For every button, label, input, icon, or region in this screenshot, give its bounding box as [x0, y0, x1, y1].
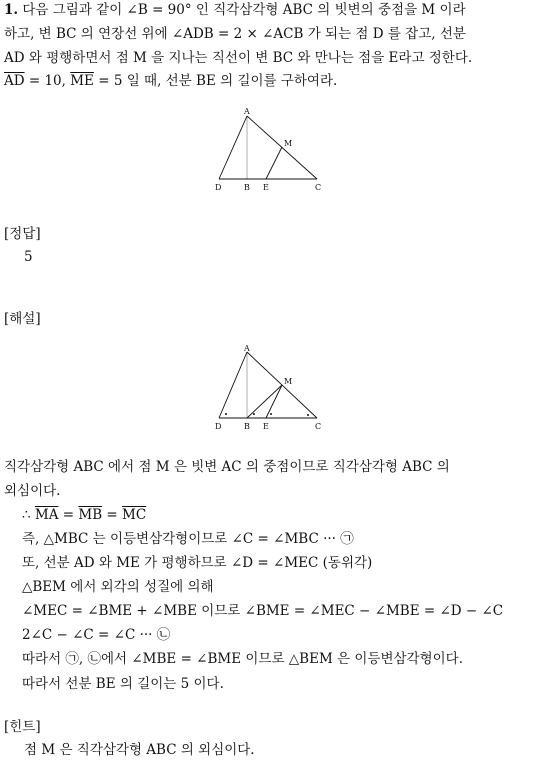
- side-ad: [219, 352, 247, 418]
- label-m: M: [284, 139, 293, 148]
- segment-me-line: [266, 385, 282, 418]
- problem-line-1: [4, 0, 466, 20]
- angle-mark-b: [253, 413, 255, 415]
- label-d: D: [215, 422, 222, 431]
- segment-mb-line: [247, 385, 282, 418]
- label-e: E: [263, 422, 269, 431]
- therefore-symbol: ∴: [22, 507, 35, 523]
- label-a: A: [244, 107, 250, 116]
- angle-mark-e: [270, 413, 272, 415]
- problem-figure: [213, 104, 333, 194]
- label-d: D: [215, 183, 222, 192]
- label-b: B: [244, 183, 250, 192]
- label-a: A: [244, 344, 250, 353]
- segment-me-line: [266, 147, 282, 179]
- solution-label: [해설]: [4, 311, 41, 327]
- solution-line-7: ∠MEC = ∠BME + ∠MBE 이므로 ∠BME = ∠MEC − ∠MBE = ∠D − ∠C: [22, 603, 504, 619]
- solution-line-5: 또, 선분 AD 와 ME 가 평행하므로 ∠D = ∠MEC (동위각): [22, 555, 373, 571]
- segment-me: $\overline{ME}$: [70, 73, 94, 89]
- problem-number: 1.: [4, 2, 19, 18]
- answer-value: 5: [24, 249, 33, 265]
- solution-line-2: 외심이다.: [4, 483, 61, 499]
- angle-mark-c: [307, 414, 309, 416]
- label-c: C: [315, 422, 322, 431]
- label-b: B: [244, 422, 250, 431]
- segment-ad: $\overline{AD}$: [4, 73, 25, 89]
- label-e: E: [263, 183, 269, 192]
- problem-text-4a: = 10,: [24, 73, 71, 89]
- hint-label: [힌트]: [4, 719, 41, 735]
- solution-line-10: 따라서 선분 BE 의 길이는 5 이다.: [22, 676, 224, 692]
- hint-text: 점 M 은 직각삼각형 ABC 의 외심이다.: [24, 742, 255, 758]
- problem-line-4: [4, 71, 337, 91]
- segment-ma: $\overline{MA}$: [34, 507, 59, 523]
- problem-line-2: 하고, 변 BC 의 연장선 위에 ∠ADB = 2 × ∠ACB 가 되는 점 D 를 잡고, 선분: [4, 26, 466, 42]
- equals-1: =: [58, 507, 79, 523]
- angle-mark-d: [225, 413, 227, 415]
- problem-text-1: 다음 그림과 같이 ∠B = 90° 인 직각삼각형 ABC 의 빗변의 중점을 M 이라: [22, 2, 466, 18]
- problem-line-3: AD 와 평행하면서 점 M 을 지나는 직선이 변 BC 와 만나는 점을 E라고 정한다.: [4, 50, 473, 66]
- segment-mb: $\overline{MB}$: [78, 507, 103, 523]
- solution-line-4: 즉, △MBC 는 이등변삼각형이므로 ∠C = ∠MBC ··· ㉠: [22, 531, 354, 547]
- equals-2: =: [102, 507, 123, 523]
- segment-mc: $\overline{MC}$: [122, 507, 147, 523]
- solution-line-6: △BEM 에서 외각의 성질에 의해: [22, 579, 214, 595]
- side-ad: [219, 116, 247, 179]
- answer-label: [정답]: [4, 226, 41, 242]
- solution-line-9: 따라서 ㉠, ㉡에서 ∠MBE = ∠BME 이므로 △BEM 은 이등변삼각형이다.: [22, 651, 464, 667]
- label-m: M: [284, 377, 293, 386]
- solution-figure: [213, 342, 333, 432]
- problem-text-4b: = 5 일 때, 선분 BE 의 길이를 구하여라.: [93, 73, 338, 89]
- solution-line-8: 2∠C − ∠C = ∠C ··· ㉡: [22, 627, 171, 643]
- solution-line-3: [22, 505, 146, 525]
- label-c: C: [315, 183, 322, 192]
- solution-line-1: 직각삼각형 ABC 에서 점 M 은 빗변 AC 의 중점이므로 직각삼각형 ABC 의: [4, 459, 450, 475]
